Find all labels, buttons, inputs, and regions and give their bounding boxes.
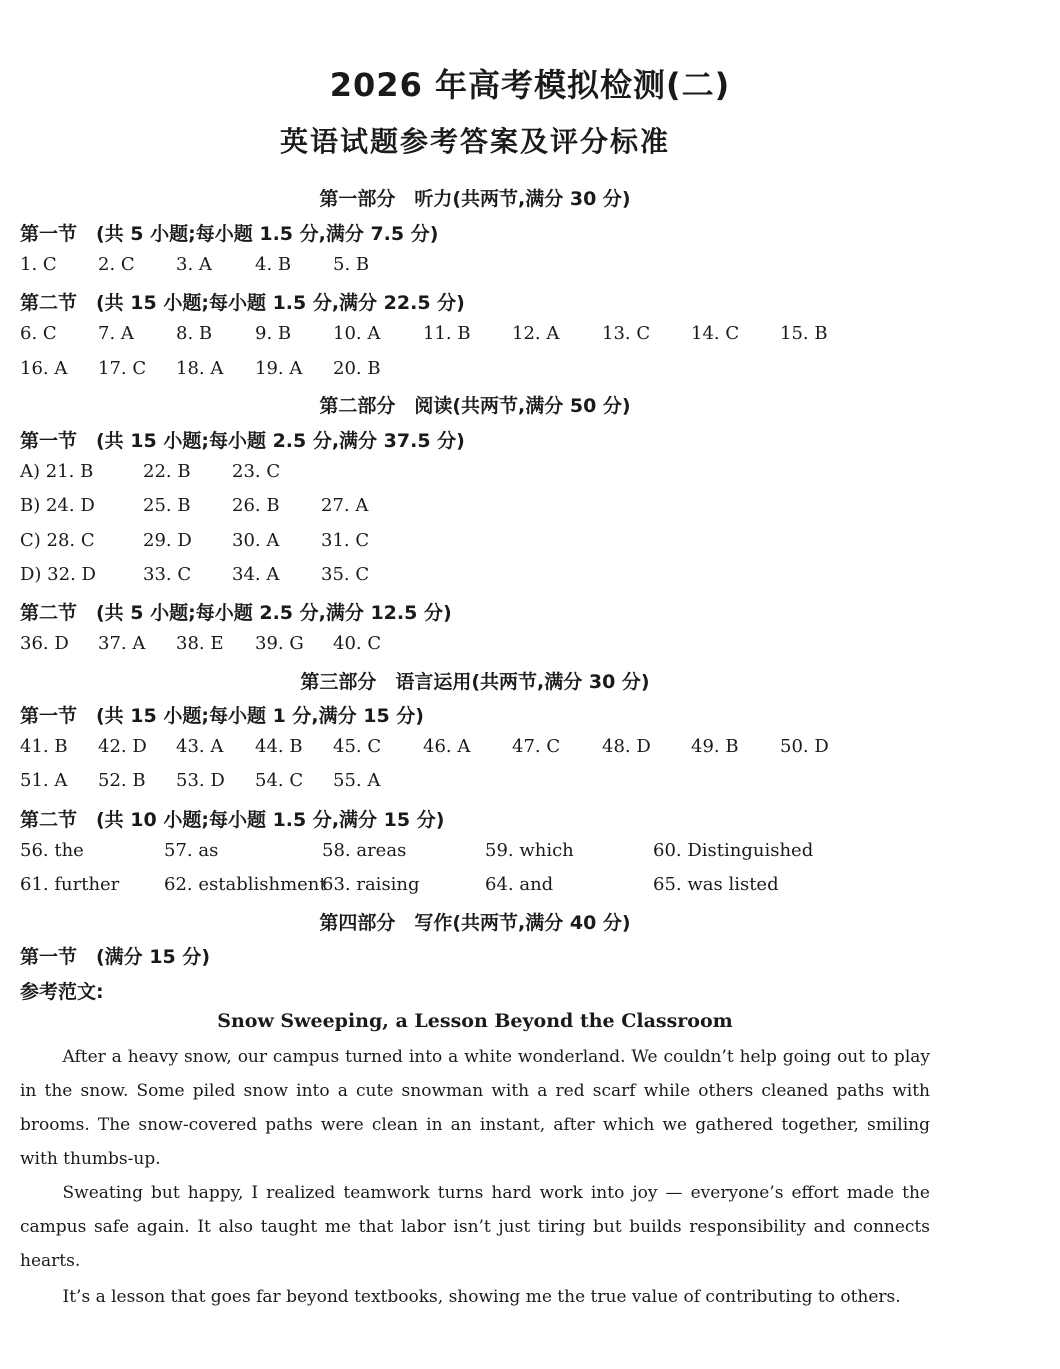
answer-item: 53. D — [176, 770, 225, 791]
essay-title: Snow Sweeping, a Lesson Beyond the Classroom — [217, 1010, 733, 1032]
answer-item: A) 21. B — [20, 461, 94, 482]
answer-item: 49. B — [691, 736, 739, 757]
answer-item: 12. A — [512, 323, 560, 344]
answer-item: 46. A — [423, 736, 471, 757]
answer-item: 17. C — [98, 358, 147, 379]
answer-item: 40. C — [333, 633, 382, 654]
part4-sec1-heading: 第一节 (满分 15 分) — [20, 946, 211, 968]
answer-item: 58. areas — [322, 840, 407, 861]
answer-item: 31. C — [321, 530, 370, 551]
answer-item: 27. A — [321, 495, 369, 516]
answer-item: C) 28. C — [20, 530, 95, 551]
answer-item: 1. C — [20, 254, 57, 275]
answer-item: 9. B — [255, 323, 292, 344]
answer-item: 4. B — [255, 254, 292, 275]
answer-item: 55. A — [333, 770, 381, 791]
answer-item: 3. A — [176, 254, 212, 275]
part3-sec1-heading: 第一节 (共 15 小题;每小题 1 分,满分 15 分) — [20, 705, 424, 727]
answer-item: 48. D — [602, 736, 651, 757]
answer-item: 34. A — [232, 564, 280, 585]
answer-item: 62. establishment — [164, 874, 327, 895]
part2-sec1-heading: 第一节 (共 15 小题;每小题 2.5 分,满分 37.5 分) — [20, 430, 465, 452]
answer-item: 29. D — [143, 530, 192, 551]
answer-item: 42. D — [98, 736, 147, 757]
answer-item: 43. A — [176, 736, 224, 757]
answer-item: D) 32. D — [20, 564, 96, 585]
part3-heading: 第三部分 语言运用(共两节,满分 30 分) — [300, 671, 650, 693]
answer-item: 39. G — [255, 633, 304, 654]
answer-item: 51. A — [20, 770, 68, 791]
answer-item: 8. B — [176, 323, 213, 344]
answer-item: 59. which — [485, 840, 574, 861]
answer-item: 60. Distinguished — [653, 840, 814, 861]
part2-heading: 第二部分 阅读(共两节,满分 50 分) — [319, 395, 631, 417]
answer-item: 56. the — [20, 840, 84, 861]
page-title: 2026 年高考模拟检测(二) — [329, 66, 731, 104]
answer-item: 20. B — [333, 358, 381, 379]
answer-item: 63. raising — [322, 874, 420, 895]
part1-sec2-heading: 第二节 (共 15 小题;每小题 1.5 分,满分 22.5 分) — [20, 292, 465, 314]
answer-item: B) 24. D — [20, 495, 95, 516]
answer-item: 65. was listed — [653, 874, 779, 895]
answer-item: 37. A — [98, 633, 146, 654]
answer-item: 44. B — [255, 736, 303, 757]
part3-sec2-heading: 第二节 (共 10 小题;每小题 1.5 分,满分 15 分) — [20, 809, 445, 831]
essay-paragraph: It’s a lesson that goes far beyond textbooks, showing me the true value of contributing to others. — [62, 1287, 901, 1307]
answer-item: 26. B — [232, 495, 280, 516]
answer-item: 35. C — [321, 564, 370, 585]
answer-item: 30. A — [232, 530, 280, 551]
answer-item: 38. E — [176, 633, 224, 654]
answer-item: 11. B — [423, 323, 471, 344]
answer-item: 41. B — [20, 736, 68, 757]
answer-item: 54. C — [255, 770, 304, 791]
answer-item: 64. and — [485, 874, 554, 895]
answer-item: 18. A — [176, 358, 224, 379]
answer-item: 33. C — [143, 564, 192, 585]
answer-item: 57. as — [164, 840, 219, 861]
answer-item: 7. A — [98, 323, 134, 344]
part1-sec1-heading: 第一节 (共 5 小题;每小题 1.5 分,满分 7.5 分) — [20, 223, 439, 245]
answer-item: 10. A — [333, 323, 381, 344]
answer-item: 2. C — [98, 254, 135, 275]
part1-heading: 第一部分 听力(共两节,满分 30 分) — [319, 188, 631, 210]
answer-item: 22. B — [143, 461, 191, 482]
answer-item: 14. C — [691, 323, 740, 344]
page-subtitle: 英语试题参考答案及评分标准 — [279, 125, 670, 158]
essay-body — [20, 1040, 930, 1278]
part2-sec2-heading: 第二节 (共 5 小题;每小题 2.5 分,满分 12.5 分) — [20, 602, 452, 624]
answer-item: 5. B — [333, 254, 370, 275]
part4-heading: 第四部分 写作(共两节,满分 40 分) — [319, 912, 631, 934]
essay-cutoff-line — [20, 1280, 930, 1307]
essay-paragraph: After a heavy snow, our campus turned into a white wonderland. We couldn’t help going out to play in the snow. Some piled snow into a cute snowman with a red scarf while others cleaned paths with brooms. The snow-covered paths were clean in an instant, after which we gathered together, smiling with thumbs-up. — [20, 1047, 930, 1169]
sample-essay-label: 参考范文: — [20, 981, 104, 1003]
answer-item: 13. C — [602, 323, 651, 344]
answer-item: 50. D — [780, 736, 829, 757]
answer-item: 23. C — [232, 461, 281, 482]
answer-item: 61. further — [20, 874, 120, 895]
answer-item: 47. C — [512, 736, 561, 757]
answer-item: 19. A — [255, 358, 303, 379]
answer-item: 16. A — [20, 358, 68, 379]
answer-item: 6. C — [20, 323, 57, 344]
answer-item: 52. B — [98, 770, 146, 791]
essay-paragraph: Sweating but happy, I realized teamwork turns hard work into joy — everyone’s effort made the campus safe again. It also taught me that labor isn’t just tiring but builds responsibility and connects hearts. — [20, 1183, 930, 1271]
answer-item: 15. B — [780, 323, 828, 344]
answer-item: 45. C — [333, 736, 382, 757]
answer-item: 36. D — [20, 633, 69, 654]
answer-item: 25. B — [143, 495, 191, 516]
